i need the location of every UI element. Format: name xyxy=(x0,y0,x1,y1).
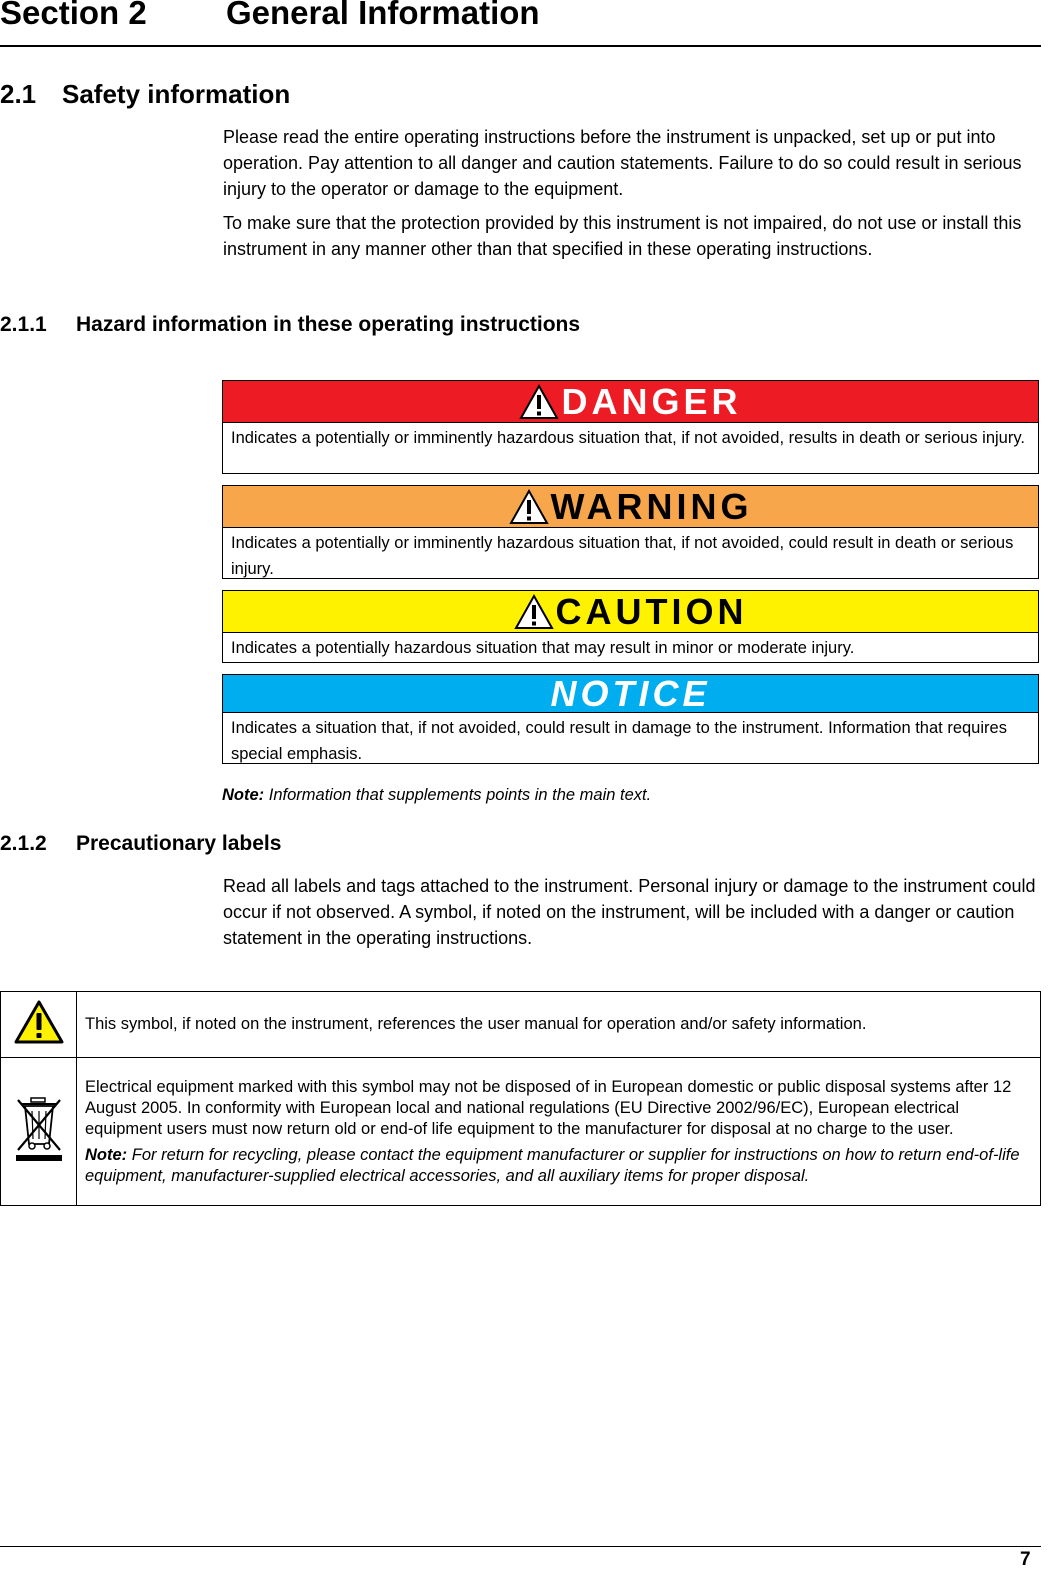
table-row xyxy=(1,1058,1041,1206)
table-row xyxy=(1,992,1041,1058)
notice-box xyxy=(222,674,1039,764)
warning-triangle-icon xyxy=(509,489,549,525)
danger-box xyxy=(222,380,1039,474)
notice-label: NOTICE xyxy=(550,672,711,714)
heading-number: 2.1.1 xyxy=(0,313,47,336)
heading-safety-information xyxy=(0,80,290,110)
heading-number: 2.1.2 xyxy=(0,832,47,855)
heading-text: Precautionary labels xyxy=(76,832,282,855)
warning-description: Indicates a potentially or imminently hazardous situation that, if not avoided, could result in death or serious injury. xyxy=(231,534,1014,578)
heading-text: Safety information xyxy=(62,79,291,109)
note-text: Information that supplements points in the main text. xyxy=(264,786,652,804)
warning-banner xyxy=(223,486,1038,528)
danger-description: Indicates a potentially or imminently hazardous situation that, if not avoided, results in death or serious injury. xyxy=(231,429,1025,447)
note-line xyxy=(222,786,651,805)
warning-box xyxy=(222,485,1039,579)
row-text: Electrical equipment marked with this symbol may not be disposed of in European domestic or public disposal systems after 12 August 2005. In conformity with European local and national regulations (EU Directive 2002/96/EC), European electrical equipment users must now return old or end-of life equipment to the manufacturer for disposal at no charge to the user. xyxy=(85,1077,1012,1138)
safety-paragraph-1: Please read the entire operating instructions before the instrument is unpacked, set up or put into operation. Pay attention to all danger and caution statements. Failure to do so could result in serious injury to the operator or damage to the equipment. xyxy=(223,127,1022,199)
symbol-description xyxy=(77,992,1041,1058)
symbol-description xyxy=(77,1058,1041,1206)
warning-triangle-icon xyxy=(519,384,559,420)
labels-paragraph: Read all labels and tags attached to the instrument. Personal injury or damage to the instrument could occur if not observed. A symbol, if noted on the instrument, will be included with a danger or caution statement in the operating instructions. xyxy=(223,876,1036,948)
row-text: This symbol, if noted on the instrument, references the user manual for operation and/or safety information. xyxy=(85,1015,867,1033)
precautionary-labels-table xyxy=(0,991,1041,1206)
heading-precautionary-labels xyxy=(0,832,281,856)
caution-banner xyxy=(223,591,1038,633)
warning-label: WARNING xyxy=(550,485,753,527)
section-heading-text: General Information xyxy=(226,0,540,31)
warning-triangle-icon xyxy=(13,999,65,1045)
crossed-bin-icon xyxy=(12,1094,66,1164)
heading-hazard-information xyxy=(0,313,580,337)
symbol-cell xyxy=(1,992,77,1058)
heading-text: Hazard information in these operating instructions xyxy=(76,313,581,336)
caution-label: CAUTION xyxy=(555,590,748,632)
section-number: Section 2 xyxy=(0,0,147,31)
danger-label: DANGER xyxy=(561,380,742,422)
notice-description: Indicates a situation that, if not avoided, could result in damage to the instrument. Information that requires special emphasis. xyxy=(231,719,1007,763)
note-label: Note: xyxy=(85,1145,128,1164)
note-label: Note: xyxy=(222,786,265,804)
row-note xyxy=(85,1145,1032,1187)
warning-triangle-icon xyxy=(514,594,554,630)
page-number: 7 xyxy=(1020,1549,1031,1570)
section-divider xyxy=(0,45,1041,47)
danger-banner xyxy=(223,381,1038,423)
footer-divider xyxy=(0,1546,1041,1547)
caution-description: Indicates a potentially hazardous situation that may result in minor or moderate injury. xyxy=(231,639,855,657)
heading-number: 2.1 xyxy=(0,79,37,109)
notice-banner xyxy=(223,672,1038,714)
note-text: For return for recycling, please contact the equipment manufacturer or supplier for instructions on how to return end-of-life equipment, manufacturer-supplied electrical accessories, and all auxiliary items for proper disposal. xyxy=(85,1145,1020,1185)
caution-box xyxy=(222,590,1039,663)
section-title xyxy=(0,0,540,32)
symbol-cell xyxy=(1,1058,77,1206)
safety-paragraph-2: To make sure that the protection provided by this instrument is not impaired, do not use or install this instrument in any manner other than that specified in these operating instructions. xyxy=(223,213,1022,259)
